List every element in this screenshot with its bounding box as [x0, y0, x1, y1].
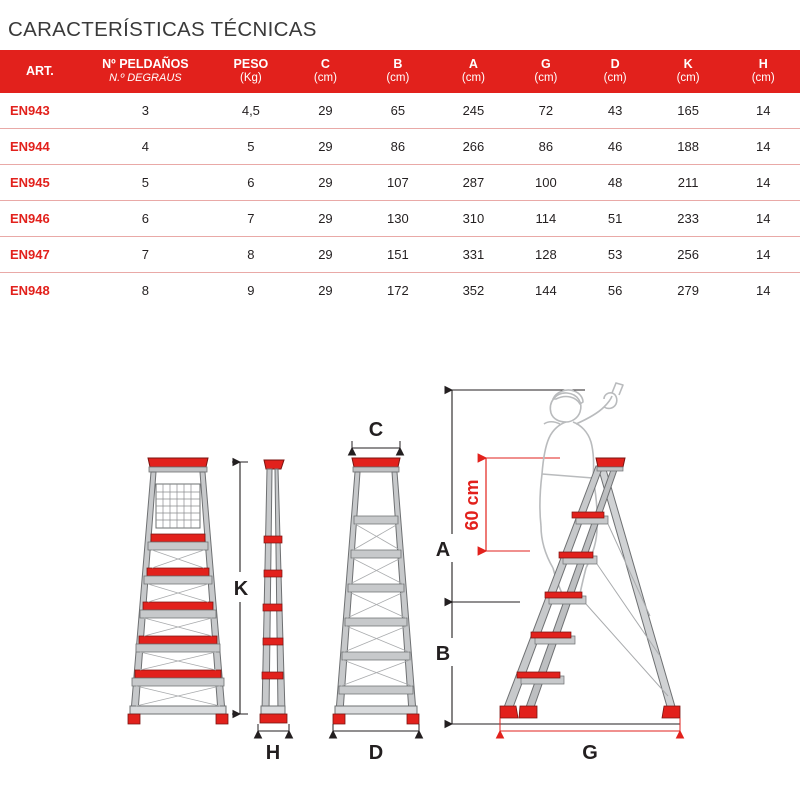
cell-c: 29 [291, 129, 360, 165]
cell-g: 144 [535, 283, 557, 299]
cell-h: 14 [755, 283, 771, 299]
cell-b: 86 [360, 129, 436, 165]
cell-art: EN943 [0, 93, 80, 129]
table-row [0, 165, 800, 201]
table-row [0, 129, 800, 165]
dimension-label-60cm: 60 cm [462, 479, 482, 531]
column-header-d [581, 50, 650, 93]
dimension-label-a: A [435, 539, 451, 561]
cell-d: 46 [581, 129, 650, 165]
cell-d: 56 [607, 283, 623, 299]
cell-g: 72 [511, 93, 580, 129]
cell-peso: 7 [211, 201, 291, 237]
column-header-art [0, 50, 80, 93]
cell-h: 14 [726, 129, 800, 165]
spec-table-container [0, 50, 800, 308]
cell-art: EN948 [10, 283, 50, 299]
column-header-h [726, 50, 800, 93]
cell-peldanos: 8 [141, 283, 149, 299]
cell-art: EN946 [0, 201, 80, 237]
cell-art: EN944 [0, 129, 80, 165]
cell-k: 165 [650, 93, 727, 129]
cell-d: 51 [581, 201, 650, 237]
dimension-d [333, 724, 419, 764]
cell-peldanos: 4 [80, 129, 211, 165]
cell-g: 128 [511, 237, 580, 273]
ladder-front-view-2 [333, 458, 419, 724]
header-main-a: A [468, 57, 478, 71]
dimension-h [258, 724, 289, 764]
ladder-side-view [260, 460, 287, 723]
cell-peldanos: 7 [80, 237, 211, 273]
dimension-k [230, 462, 252, 714]
dimension-label-d: D [368, 742, 384, 764]
header-unit-g: (cm) [534, 71, 558, 84]
header-unit-peso: (Kg) [240, 71, 262, 84]
column-header-c [291, 50, 360, 93]
cell-h: 14 [726, 201, 800, 237]
cell-peldanos: 6 [80, 201, 211, 237]
ladder-front-view [128, 458, 228, 724]
dimension-label-h: H [265, 742, 281, 764]
header-main-art: ART. [26, 63, 54, 78]
header-main-h: H [758, 57, 768, 71]
cell-g: 86 [511, 129, 580, 165]
cell-b: 65 [360, 93, 436, 129]
dimension-label-b: B [435, 643, 451, 665]
dimension-label-g: G [582, 742, 598, 764]
cell-c: 29 [291, 165, 360, 201]
cell-peso: 5 [211, 129, 291, 165]
column-header-g [511, 50, 580, 93]
cell-g: 114 [511, 201, 580, 237]
cell-a: 331 [436, 237, 512, 273]
cell-a: 287 [436, 165, 512, 201]
cell-h: 14 [726, 237, 800, 273]
cell-b: 172 [387, 283, 409, 299]
cell-d: 48 [581, 165, 650, 201]
table-row [0, 93, 800, 129]
header-main-c: C [320, 57, 330, 71]
cell-peso: 8 [211, 237, 291, 273]
table-header-row [0, 50, 800, 93]
cell-c: 29 [318, 283, 333, 299]
cell-a: 352 [462, 283, 485, 299]
header-unit-k: (cm) [676, 71, 700, 84]
cell-art: EN945 [0, 165, 80, 201]
header-main-k: K [683, 57, 693, 71]
dimension-c [352, 419, 400, 455]
cell-peso: 9 [247, 283, 255, 299]
cell-b: 107 [360, 165, 436, 201]
cell-h: 14 [726, 93, 800, 129]
cell-b: 130 [360, 201, 436, 237]
cell-g: 100 [511, 165, 580, 201]
ladder-diagram [0, 366, 800, 800]
column-header-k [650, 50, 727, 93]
page-title: CARACTERÍSTICAS TÉCNICAS [8, 18, 317, 41]
cell-c: 29 [291, 201, 360, 237]
cell-peldanos: 5 [80, 165, 211, 201]
table-row [0, 273, 800, 309]
table-row [0, 237, 800, 273]
cell-a: 266 [436, 129, 512, 165]
column-header-peso [211, 50, 291, 93]
header-main-peldanos: Nº PELDAÑOS [102, 57, 189, 72]
column-header-peldanos [80, 50, 211, 93]
dimension-g [500, 718, 680, 764]
cell-peldanos: 3 [80, 93, 211, 129]
header-sub-degraus: N.º DEGRAUS [109, 72, 182, 85]
cell-b: 151 [360, 237, 436, 273]
cell-d: 43 [581, 93, 650, 129]
cell-peso: 4,5 [211, 93, 291, 129]
dimension-label-k: K [233, 578, 249, 600]
cell-k: 256 [650, 237, 727, 273]
dimension-label-c: C [368, 419, 384, 441]
dimension-60cm [462, 458, 560, 551]
cell-c: 29 [291, 237, 360, 273]
cell-k: 188 [650, 129, 727, 165]
header-main-g: G [540, 57, 551, 71]
header-unit-d: (cm) [603, 71, 627, 84]
header-main-b: B [393, 57, 403, 71]
header-main-peso: PESO [233, 57, 269, 71]
column-header-a [436, 50, 512, 93]
header-unit-h: (cm) [751, 71, 775, 84]
table-row [0, 201, 800, 237]
cell-h: 14 [726, 165, 800, 201]
technical-specs-table [0, 50, 800, 308]
column-header-b [360, 50, 436, 93]
cell-peso: 6 [211, 165, 291, 201]
cell-a: 245 [436, 93, 512, 129]
header-unit-c: (cm) [313, 71, 337, 84]
cell-k: 233 [650, 201, 727, 237]
header-unit-b: (cm) [386, 71, 410, 84]
cell-k: 211 [650, 165, 727, 201]
cell-k: 279 [677, 283, 699, 299]
cell-a: 310 [436, 201, 512, 237]
header-main-d: D [610, 57, 620, 71]
cell-c: 29 [291, 93, 360, 129]
header-unit-a: (cm) [461, 71, 485, 84]
cell-art: EN947 [0, 237, 80, 273]
cell-d: 53 [581, 237, 650, 273]
